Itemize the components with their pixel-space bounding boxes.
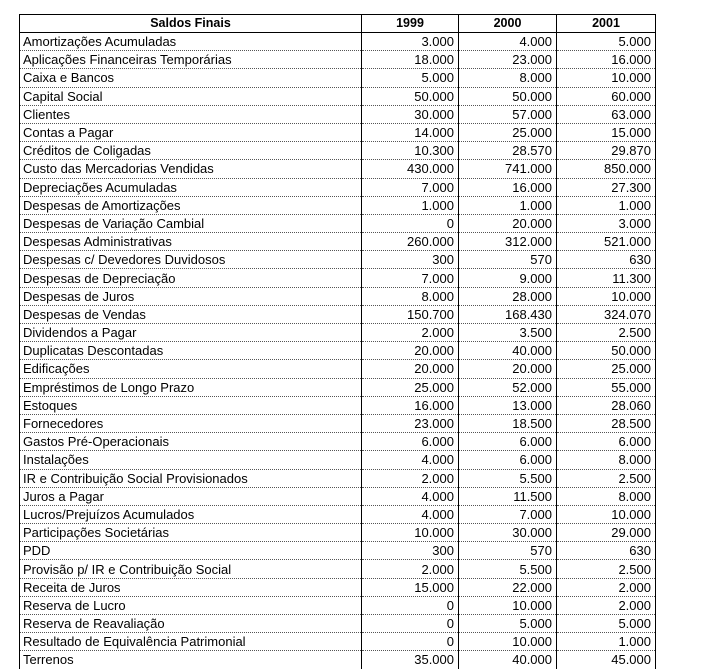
table-row <box>20 524 656 542</box>
table-row <box>20 487 656 505</box>
value-1999: 150.700 <box>362 305 459 323</box>
value-2001: 3.000 <box>557 214 656 232</box>
value-1999: 0 <box>362 633 459 651</box>
account-label: Despesas de Vendas <box>20 305 362 323</box>
account-label: Despesas de Juros <box>20 287 362 305</box>
value-2000: 50.000 <box>459 87 557 105</box>
value-2000: 52.000 <box>459 378 557 396</box>
value-2001: 521.000 <box>557 233 656 251</box>
table-row <box>20 505 656 523</box>
value-2001: 10.000 <box>557 69 656 87</box>
value-1999: 0 <box>362 214 459 232</box>
value-2001: 15.000 <box>557 123 656 141</box>
value-2001: 11.300 <box>557 269 656 287</box>
account-label: Créditos de Coligadas <box>20 142 362 160</box>
value-2000: 40.000 <box>459 342 557 360</box>
value-1999: 2.000 <box>362 560 459 578</box>
account-label: Despesas de Amortizações <box>20 196 362 214</box>
table-row <box>20 560 656 578</box>
account-label: PDD <box>20 542 362 560</box>
value-1999: 0 <box>362 596 459 614</box>
account-label: Despesas de Depreciação <box>20 269 362 287</box>
table-row <box>20 433 656 451</box>
value-1999: 10.300 <box>362 142 459 160</box>
value-2000: 11.500 <box>459 487 557 505</box>
value-2001: 63.000 <box>557 105 656 123</box>
value-2000: 40.000 <box>459 651 557 669</box>
account-label: Capital Social <box>20 87 362 105</box>
account-label: Gastos Pré-Operacionais <box>20 433 362 451</box>
value-2000: 16.000 <box>459 178 557 196</box>
value-1999: 6.000 <box>362 433 459 451</box>
header-2001: 2001 <box>557 15 656 33</box>
table-row <box>20 324 656 342</box>
value-2000: 5.500 <box>459 560 557 578</box>
account-label: Depreciações Acumuladas <box>20 178 362 196</box>
value-2000: 3.500 <box>459 324 557 342</box>
table-row <box>20 251 656 269</box>
account-label: Custo das Mercadorias Vendidas <box>20 160 362 178</box>
table-row <box>20 142 656 160</box>
value-1999: 260.000 <box>362 233 459 251</box>
value-1999: 300 <box>362 542 459 560</box>
account-label: Clientes <box>20 105 362 123</box>
value-2000: 570 <box>459 251 557 269</box>
table-row <box>20 378 656 396</box>
value-1999: 2.000 <box>362 469 459 487</box>
value-1999: 7.000 <box>362 269 459 287</box>
account-label: IR e Contribuição Social Provisionados <box>20 469 362 487</box>
value-2000: 22.000 <box>459 578 557 596</box>
table-row <box>20 214 656 232</box>
account-label: Contas a Pagar <box>20 123 362 141</box>
value-2000: 5.500 <box>459 469 557 487</box>
value-2001: 50.000 <box>557 342 656 360</box>
value-2000: 30.000 <box>459 524 557 542</box>
value-1999: 4.000 <box>362 487 459 505</box>
header-saldos-finais: Saldos Finais <box>20 15 362 33</box>
account-label: Terrenos <box>20 651 362 669</box>
account-label: Receita de Juros <box>20 578 362 596</box>
table-row <box>20 596 656 614</box>
value-1999: 20.000 <box>362 360 459 378</box>
account-label: Edificações <box>20 360 362 378</box>
value-1999: 25.000 <box>362 378 459 396</box>
header-2000: 2000 <box>459 15 557 33</box>
value-2001: 8.000 <box>557 487 656 505</box>
value-2000: 23.000 <box>459 51 557 69</box>
table-row <box>20 69 656 87</box>
value-2001: 10.000 <box>557 505 656 523</box>
value-2000: 168.430 <box>459 305 557 323</box>
value-1999: 30.000 <box>362 105 459 123</box>
account-label: Reserva de Lucro <box>20 596 362 614</box>
table-row <box>20 469 656 487</box>
saldos-finais-table <box>19 14 656 669</box>
value-1999: 0 <box>362 615 459 633</box>
table-row <box>20 269 656 287</box>
value-2000: 9.000 <box>459 269 557 287</box>
value-1999: 3.000 <box>362 33 459 51</box>
account-label: Duplicatas Descontadas <box>20 342 362 360</box>
value-1999: 10.000 <box>362 524 459 542</box>
table-body <box>20 33 656 669</box>
value-2001: 55.000 <box>557 378 656 396</box>
header-row <box>20 15 656 33</box>
table-row <box>20 542 656 560</box>
table-row <box>20 615 656 633</box>
value-2001: 10.000 <box>557 287 656 305</box>
value-1999: 7.000 <box>362 178 459 196</box>
value-2001: 29.870 <box>557 142 656 160</box>
account-label: Provisão p/ IR e Contribuição Social <box>20 560 362 578</box>
value-2000: 6.000 <box>459 451 557 469</box>
value-2000: 7.000 <box>459 505 557 523</box>
account-label: Fornecedores <box>20 414 362 432</box>
value-2001: 850.000 <box>557 160 656 178</box>
value-1999: 50.000 <box>362 87 459 105</box>
value-2001: 2.000 <box>557 596 656 614</box>
value-1999: 14.000 <box>362 123 459 141</box>
value-1999: 1.000 <box>362 196 459 214</box>
value-2001: 27.300 <box>557 178 656 196</box>
value-2000: 8.000 <box>459 69 557 87</box>
value-2001: 28.500 <box>557 414 656 432</box>
value-1999: 15.000 <box>362 578 459 596</box>
value-2001: 2.500 <box>557 469 656 487</box>
value-2001: 630 <box>557 251 656 269</box>
value-2000: 570 <box>459 542 557 560</box>
value-2000: 13.000 <box>459 396 557 414</box>
table-row <box>20 342 656 360</box>
table-row <box>20 451 656 469</box>
account-label: Dividendos a Pagar <box>20 324 362 342</box>
table-row <box>20 196 656 214</box>
header-1999: 1999 <box>362 15 459 33</box>
value-2000: 28.000 <box>459 287 557 305</box>
table-row <box>20 233 656 251</box>
table-row <box>20 414 656 432</box>
value-1999: 430.000 <box>362 160 459 178</box>
table-row <box>20 178 656 196</box>
table-row <box>20 651 656 669</box>
value-2001: 2.500 <box>557 560 656 578</box>
table-row <box>20 51 656 69</box>
value-2001: 5.000 <box>557 615 656 633</box>
table-row <box>20 105 656 123</box>
value-2001: 1.000 <box>557 633 656 651</box>
account-label: Participações Societárias <box>20 524 362 542</box>
table-row <box>20 160 656 178</box>
value-2001: 28.060 <box>557 396 656 414</box>
value-2001: 324.070 <box>557 305 656 323</box>
table-row <box>20 287 656 305</box>
table-row <box>20 360 656 378</box>
value-2000: 5.000 <box>459 615 557 633</box>
value-2000: 312.000 <box>459 233 557 251</box>
account-label: Empréstimos de Longo Prazo <box>20 378 362 396</box>
account-label: Despesas Administrativas <box>20 233 362 251</box>
value-2001: 2.000 <box>557 578 656 596</box>
account-label: Reserva de Reavaliação <box>20 615 362 633</box>
table-row <box>20 123 656 141</box>
value-2001: 8.000 <box>557 451 656 469</box>
table-row <box>20 633 656 651</box>
account-label: Lucros/Prejuízos Acumulados <box>20 505 362 523</box>
value-2001: 60.000 <box>557 87 656 105</box>
account-label: Juros a Pagar <box>20 487 362 505</box>
value-2000: 741.000 <box>459 160 557 178</box>
value-2000: 10.000 <box>459 596 557 614</box>
value-2001: 630 <box>557 542 656 560</box>
value-1999: 2.000 <box>362 324 459 342</box>
value-1999: 18.000 <box>362 51 459 69</box>
value-2000: 1.000 <box>459 196 557 214</box>
value-2001: 16.000 <box>557 51 656 69</box>
table-row <box>20 396 656 414</box>
value-2000: 18.500 <box>459 414 557 432</box>
value-2001: 5.000 <box>557 33 656 51</box>
value-1999: 23.000 <box>362 414 459 432</box>
value-1999: 35.000 <box>362 651 459 669</box>
value-1999: 20.000 <box>362 342 459 360</box>
value-2001: 29.000 <box>557 524 656 542</box>
account-label: Despesas c/ Devedores Duvidosos <box>20 251 362 269</box>
value-2001: 2.500 <box>557 324 656 342</box>
value-1999: 8.000 <box>362 287 459 305</box>
account-label: Estoques <box>20 396 362 414</box>
table-row <box>20 87 656 105</box>
value-1999: 4.000 <box>362 451 459 469</box>
value-2000: 20.000 <box>459 214 557 232</box>
value-2001: 1.000 <box>557 196 656 214</box>
value-1999: 16.000 <box>362 396 459 414</box>
value-2000: 20.000 <box>459 360 557 378</box>
account-label: Despesas de Variação Cambial <box>20 214 362 232</box>
value-2000: 57.000 <box>459 105 557 123</box>
value-2001: 6.000 <box>557 433 656 451</box>
value-2001: 25.000 <box>557 360 656 378</box>
value-1999: 300 <box>362 251 459 269</box>
value-2000: 4.000 <box>459 33 557 51</box>
account-label: Aplicações Financeiras Temporárias <box>20 51 362 69</box>
value-2000: 25.000 <box>459 123 557 141</box>
account-label: Resultado de Equivalência Patrimonial <box>20 633 362 651</box>
account-label: Amortizações Acumuladas <box>20 33 362 51</box>
value-1999: 4.000 <box>362 505 459 523</box>
value-2001: 45.000 <box>557 651 656 669</box>
value-2000: 28.570 <box>459 142 557 160</box>
table-row <box>20 33 656 51</box>
account-label: Caixa e Bancos <box>20 69 362 87</box>
value-2000: 10.000 <box>459 633 557 651</box>
table-row <box>20 305 656 323</box>
value-1999: 5.000 <box>362 69 459 87</box>
account-label: Instalações <box>20 451 362 469</box>
table-row <box>20 578 656 596</box>
value-2000: 6.000 <box>459 433 557 451</box>
